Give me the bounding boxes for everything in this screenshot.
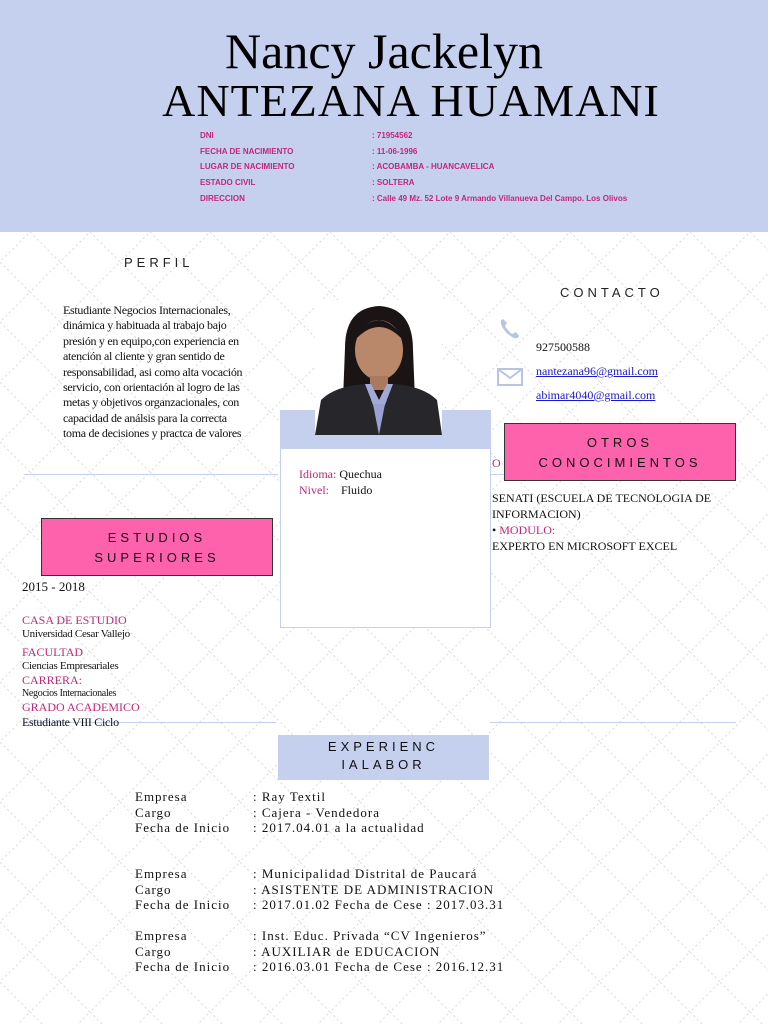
- info-value: : Calle 49 Mz. 52 Lote 9 Armando Villanueva Del Campo. Los Olivos: [372, 193, 628, 203]
- fecha-value: : 2017.01.02 Fecha de Cese : 2017.03.31: [253, 897, 505, 912]
- info-label: DIRECCION: [200, 193, 245, 203]
- other-hidden-label: O: [492, 456, 501, 470]
- info-row-birthplace: [200, 162, 627, 178]
- info-label: DNI: [200, 131, 214, 140]
- studies-facultad-value: Ciencias Empresariales: [22, 660, 119, 672]
- info-row-birthdate: [200, 147, 627, 163]
- job-entry: [135, 866, 504, 913]
- studies-casa-value: Universidad Cesar Vallejo: [22, 628, 130, 640]
- envelope-icon: [497, 368, 523, 386]
- studies-facultad-label: FACULTAD: [22, 645, 84, 659]
- job-entry: [135, 928, 504, 975]
- job-entry: [135, 789, 425, 836]
- studies-casa-label: CASA DE ESTUDIO: [22, 613, 127, 627]
- empresa-label: Empresa: [135, 789, 188, 804]
- idioma-label: Idioma:: [299, 467, 337, 481]
- other-knowledge-content: [492, 488, 742, 554]
- personal-info: [200, 131, 627, 209]
- info-row-civil-status: [200, 178, 627, 194]
- info-label: FECHA DE NACIMIENTO: [200, 146, 294, 156]
- studies-grado-label: GRADO ACADEMICO: [22, 700, 140, 714]
- empresa-label: Empresa: [135, 928, 188, 943]
- studies-grado-value: Estudiante VIII Ciclo: [22, 715, 119, 729]
- profile-text: Estudiante Negocios Internacionales, dinámica y habituada al trabajo bajo presión y en equipo,con experiencia en atención al cliente y gran sentido de responsabilidad, asi como alta vocación servicio, con orientación al logro de las metas y objetivos organzacionales, con capacidad de análsis para la correcta toma de decisiones y practca de valores: [63, 303, 243, 441]
- other-casa-value: SENATI (ESCUELA DE TECNOLOGIA DE INFORMACION): [492, 491, 712, 521]
- other-knowledge-title-box: [504, 423, 736, 481]
- fecha-value: : 2016.03.01 Fecha de Cese : 2016.12.31: [253, 959, 505, 974]
- profile-photo: [315, 300, 442, 435]
- cargo-value: : Cajera - Vendedora: [253, 804, 380, 820]
- other-modulo-label: MODULO:: [499, 523, 556, 537]
- first-names: Nancy Jackelyn: [225, 23, 543, 79]
- profile-title: PERFIL: [124, 255, 194, 270]
- other-modulo-value: EXPERTO EN MICROSOFT EXCEL: [492, 539, 678, 553]
- contact-title: CONTACTO: [560, 285, 664, 300]
- fecha-label: Fecha de Inicio: [135, 959, 231, 974]
- experience-title-line2: IALABOR: [341, 757, 426, 772]
- cargo-value: : AUXILIAR de EDUCACION: [253, 943, 441, 959]
- info-value: : 11-06-1996: [372, 146, 418, 156]
- experience-title-box: [278, 735, 489, 780]
- cargo-value: : ASISTENTE DE ADMINISTRACION: [253, 881, 494, 897]
- idioma-value: Quechua: [339, 467, 382, 481]
- studies-carrera-label: CARRERA:: [22, 673, 83, 687]
- fecha-label: Fecha de Inicio: [135, 897, 231, 912]
- studies-title-line2: SUPERIORES: [94, 550, 220, 565]
- fecha-label: Fecha de Inicio: [135, 820, 231, 835]
- nivel-value: Fluido: [341, 483, 373, 497]
- info-value: : SOLTERA: [372, 178, 415, 188]
- info-row-address: [200, 194, 627, 210]
- info-label: LUGAR DE NACIMIENTO: [200, 162, 295, 172]
- phone-icon: [498, 317, 522, 341]
- info-row-dni: [200, 131, 627, 147]
- languages-list: [299, 466, 382, 498]
- fecha-value: : 2017.04.01 a la actualidad: [253, 820, 425, 835]
- cargo-label: Cargo: [135, 804, 172, 820]
- languages-card: [280, 410, 491, 628]
- info-value: : 71954562: [372, 131, 413, 140]
- nivel-label: Nivel:: [299, 483, 329, 497]
- info-value: : ACOBAMBA - HUANCAVELICA: [372, 162, 495, 172]
- divider-line: [490, 722, 736, 723]
- empresa-value: : Inst. Educ. Privada “CV Ingenieros”: [253, 928, 487, 943]
- studies-content: [22, 579, 140, 730]
- bullet: •: [492, 523, 497, 537]
- header-banner: [0, 0, 768, 232]
- empresa-label: Empresa: [135, 866, 188, 881]
- email-link-2[interactable]: abimar4040@gmail.com: [536, 388, 656, 402]
- other-title-line1: OTROS: [586, 435, 654, 450]
- studies-title-line1: ESTUDIOS: [107, 530, 207, 545]
- info-label: ESTADO CIVIL: [200, 178, 256, 188]
- empresa-value: : Municipalidad Distrital de Paucará: [253, 866, 478, 881]
- cargo-label: Cargo: [135, 943, 172, 959]
- studies-title-box: [41, 518, 273, 576]
- cargo-label: Cargo: [135, 881, 172, 897]
- other-title-line2: CONOCIMIENTOS: [538, 455, 702, 470]
- studies-carrera-value: Negocios Internacionales: [22, 688, 117, 699]
- phone-number: 927500588: [536, 340, 590, 354]
- empresa-value: : Ray Textil: [253, 789, 326, 804]
- studies-years: 2015 - 2018: [22, 579, 85, 594]
- experience-title-line1: EXPERIENC: [327, 739, 440, 754]
- last-names: ANTEZANA HUAMANI: [162, 75, 660, 126]
- email-link-1[interactable]: nantezana96@gmail.com: [536, 364, 659, 378]
- divider-line: [24, 474, 278, 475]
